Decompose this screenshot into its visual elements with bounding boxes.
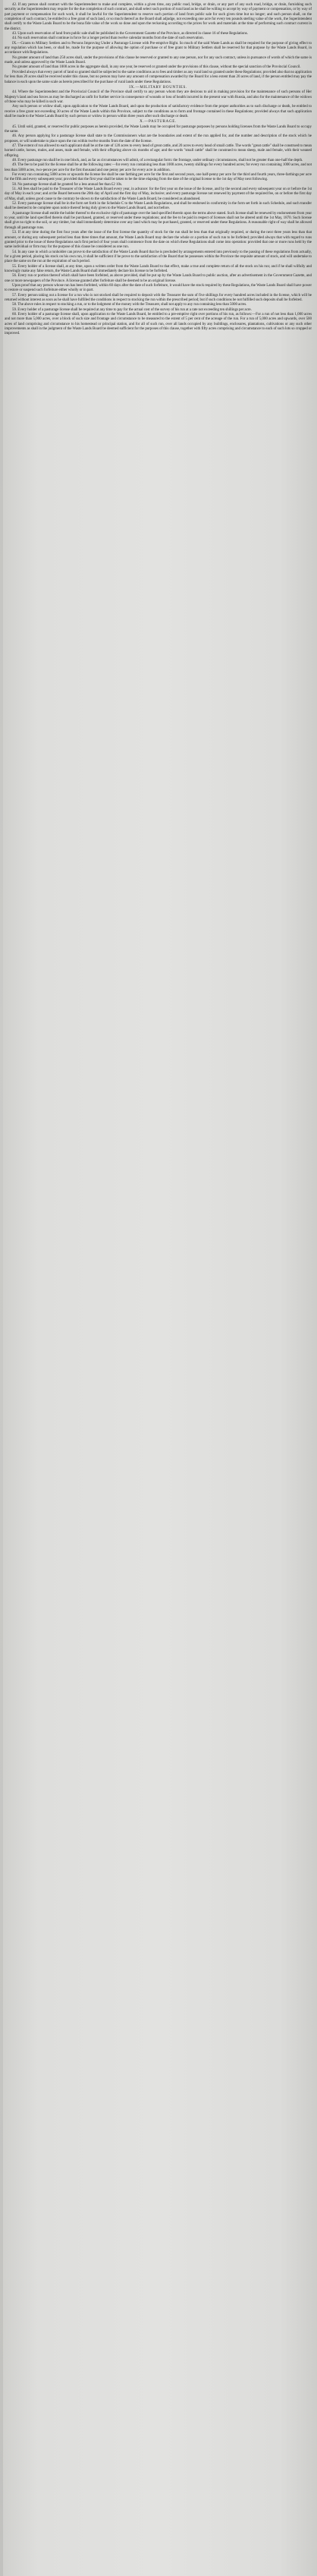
regulation-paragraph [5,187,312,201]
clause-text: No greater amount of land than 250 acres shall, under the provisions of this clause be reserved or granted to any one person, nor for any such contract, unless in pursuance of words of which the same is made, and unless approved by the Waste Lands Board. [5,55,312,65]
regulation-paragraph [5,293,312,303]
clause-number: 50. [12,181,17,187]
clause-text: Upon such reservation of land from public sale shall be published in the Government Gazette of the Province, as directed in clause 16 of these Regulations. [17,31,248,36]
regulation-paragraph [5,211,312,230]
clause-text: A pasturage license shall entitle the holder thereof to the exclusive right of pasturage over the land specified therein upon the terms above stated. Such license shall be renewed by endorsement from year to year, until the land specified therein shall be purchased, granted, or reserved under these regulations; and the fee to be paid in respect of licenses shall not be altered until the 1st May, 1870. Such license shall give no right to the soil, or any timber, but shall immediately determine over any land which may be purchased, granted, or reserved under these Regulations. A reasonable right of way shall be allowed through all pasturage runs. [5,210,312,230]
clause-text: Upon proof that any person whose run has been forfeited, within 60 days after the date of such forfeiture, it would have the stock required by these Regulations, the Waste Lands Board shall have power to restore or suspend such forfeiture either wholly or in part. [5,282,312,293]
clause-number: 55. [12,263,17,269]
clause-text: In any case in which a runholder can prove to the satisfaction of the Waste Lands Board that he is precluded by arrangements entered into previously to the passing of these regulations from actually, for a given period, placing his stock on his own run, it shall be sufficient if he prove to the satisfaction of the Board that he possesses within the Province the requisite amount of stock, and will undertake to place the same on the run at the expiration of such period. [5,249,312,264]
clause-number: 46. [12,134,17,139]
clause-text: Every run or portion thereof which shall have been forfeited, as above provided, shall be put up by the Waste Lands Board to public auction, after an advertisement in the Government Gazette, and one or more newspapers of the Province. A license granted after forfeiture shall be deemed to be an original license. [5,273,312,283]
regulation-paragraph [5,250,312,264]
regulation-paragraph [5,264,312,274]
clause-number: 49. [12,162,17,168]
clause-number: 57. [12,292,17,298]
clause-text: No pasturage license shall be granted for a less annual fee than £2 10s. [17,181,123,187]
clause-number: 54. [12,249,17,254]
clause-text: Any person applying for a pasturage license shall state to the Commissioners what are the boundaries and extent of the run applied for, and the number and description of the stock which he proposes, or will undertake to place upon the run within twelve months from the date of the license. [5,134,312,143]
clause-text: No greater amount of land than 1000 acres in the aggregate shall, in any one year, be reserved or granted under the provisions of this clause, without the special sanction of the Provincial Council. [12,65,301,70]
clause-number: 45. [12,124,17,129]
scan-edge-shadow [0,0,3,2576]
clause-text: Every holder of a pasturage license shall be required at any time to pay for the actual cost of the survey of his run at a rate not exceeding ten shillings per acre. [17,307,252,312]
clause-number: 48. [12,158,17,162]
clause-text: If any person shall contract with the Superintendent to make and complete, within a given time, any public road, bridge, or drain, or any part of any such road, bridge, or drain, furnishing such security as the Superintendent may require for the due completion of such contract, and shall select such portion of rural land as he shall be willing to accept by way of payment or compensation, or by way of part payment or compensation for such work, it shall be lawful for the Superintendent to reserve such portion of land from public sale for such given time but no longer; and such person shall, on the completion of such contract, be entitled to a free grant of such land, or so much thereof as the Board shall adjudge, not exceeding one acre for every ten pounds sterling value of the work, the Superintendent shall certify to the Waste Lands Board to be the bona fide value of the work so done and upon the reckoning according to the prices for work and materials at the time of performing such contract current in the district. [5,2,312,31]
section-heading: IX.—MILITARY BOUNTIES. [129,84,187,90]
regulation-paragraph [5,124,312,134]
regulation-paragraph [5,273,312,283]
clause-text: Every holder of a license shall, at any time, upon a written order from the Waste Lands Board to that effect, make a true and complete return of all the stock on his run; and if he shall wilfully and knowingly make any false return, the Waste Lands Board shall immediately declare his license to be forfeited. [5,263,312,273]
regulation-paragraph [5,2,312,31]
clause-text: Any such person or widow shall, upon application to the Waste Lands Board, and upon the production of satisfactory evidence from the proper authorities as to such discharge or death, be entitled to receive a free grant not exceeding 30 acres of the Waste Lands within this Province, subject to the conditions as to form and frontage contained in these Regulations; provided always that such application shall be made to the Waste Lands Board by such person or widow in person within three years after such discharge or death. [5,104,312,118]
clause-number: 44. [12,90,17,95]
clause-text: The fee to be paid for the license shall be at the following rates:—for every run containing less than 1000 acres, twenty shillings for every hundred acres; for every run containing 1000 acres, and not less than 5000 acres, two-pence per acre for the first thousand and one penny per acre for every acre in addition. [5,162,312,172]
regulation-paragraph [5,283,312,293]
clause-text: IX.—Grants to Military Settlers and to Persons Improving Under a Pasturage License with Pre-emptive Right. So much of the said Waste Lands as shall be required for the purpose of giving effect to any regulation which has been, or shall be, made for the purpose of allowing the option of purchase or of free grant to Military Settlers shall be reserved for that purpose by the Waste Lands Board, in accordance with Regulations. [5,40,312,55]
regulation-paragraph [5,312,312,336]
regulation-paragraph [5,201,312,211]
clause-text: The extent of run allowed to each applicant shall be at the rate of 120 acres to every head of great cattle, and 20 acres to every head of small cattle. The words "great cattle" shall be construed to mean horned cattle, horses, mules, and asses, male and female, with their offspring above six months of age; and the words "small cattle" shall be construed to mean sheep, male and female, with their weaned offspring. [5,143,312,158]
clause-text: For every run containing 5000 acres or upwards the license fee shall be one farthing per acre for the first and second years, one half-penny per acre for the third and fourth years, three-farthings per acre for the fifth and every subsequent year; provided that the first year shall be taken to be the time elapsing from the date of the original license to the 1st day of May next following. [5,172,312,182]
clause-text: All fees shall be paid to the Treasurer of the Waste Lands Board every year, in advance: for the first year on the issue of the license, and by the second and every subsequent year on or before the 1st day of May in each year; and at the Board between the 20th day of April and the first day of May, inclusive; and every pasturage license not renewed by payment of the required fee, on or before the first day of May, shall, unless good cause to the contrary be shown to the satisfaction of the Waste Lands Board, be considered as abandoned. [5,187,312,201]
clause-text: Where the Superintendent and the Provincial Council of the Province shall certify to any person whom they are desirous to aid in making provision for the maintenance of such persons of Her Majesty's land and sea forces as may be discharged as unfit for further service in consequence of wounds or loss of health incurred in the present war with Russia, and also for the maintenance of the widows of those who may be killed in such war. [5,90,312,104]
regulation-paragraph [5,104,312,118]
regulation-paragraph [5,41,312,55]
clause-text: Provided always that every parcel of land so granted shall be subjected to the same conditions as to fees and timber as any rural land so granted under these Regulations; provided also that no application for less than 20 acres shall be received under this clause, but no person may have any amount of compensation awarded by the Board for a less extent than 20 acres of land, if the person entitled may pay the balance in each upon the same scale as herein prescribed for the purchase of rural lands under these Regulations. [5,69,312,84]
regulation-paragraph [5,70,312,84]
clause-text: If at any time during the first four years after the issue of the first license the quantity of stock for the run shall be less than that originally required, or during the next three years less than that amount, or during any subsequent period less than three times that amount, the Waste Lands Board may declare the whole or a portion of such run to be forfeited; provided always that with regard to runs granted prior to the issue of these Regulations such first period of four years shall commence from the date on which these Regulations shall come into operation: provided that one or more runs held by the same individual or firm may for the purpose of this clause be considered as one run. [5,230,312,250]
regulations-text-column [5,2,312,336]
regulation-paragraph [5,90,312,104]
clause-number: 42. [12,2,17,7]
regulation-paragraph [5,162,312,172]
clause-text: No such reservation shall continue in force for a longer period than twelve calendar months from the date of such reservation. [17,36,204,41]
clause-number: 58. [12,302,17,307]
clause-number: 47. [12,143,17,148]
regulation-paragraph [5,143,312,158]
clause-text: Every pasturage license shall be in the form set forth in the Schedule C to the Waste Lands Regulations, and shall be endorsed in conformity in the form set forth in such Schedule, and such transfer shall be deemed to be complete upon notice thereof being duly given to the Waste Lands Board, and not before. [5,201,312,211]
clause-number: 53. [12,230,17,235]
clause-number: 60. [12,312,17,316]
clause-text: The above rules in respect to stocking a run, or to the lodgment of the money with the Treasurer, shall not apply to any run containing less than 5000 acres. [17,302,247,307]
regulation-paragraph [5,55,312,65]
clause-text: Until sold, granted, or reserved for public purposes as herein provided, the Waste Lands may be occupied for pasturage purposes by persons holding licenses from the Waste Lands Board to occupy the same. [5,124,312,134]
clause-number: 56. [12,273,17,279]
clause-number: 52. [12,201,17,206]
clause-number: 59. [12,307,17,312]
section-heading: X.—PASTURAGE. [140,119,177,124]
regulation-paragraph [5,230,312,249]
clause-text: Every holder of a pasturage license shall, upon application to the Waste Lands Board, be entitled to a pre-emptive right over portions of his run, as follows:—For a run of not less than 1,000 acres and not more than 5,000 acres, over a block of such size and frontage and circumstance to be measured to the extent of 5 per cent of the acreage of the run. For a run of 5,000 acres and upwards, over 500 acres of land comprising and circumstance to his homestead or principal station, and for all of such run, over all lands occupied by any buildings, enclosures, plantations, cultivations or any such other improvements as shall in the judgment of the Waste Lands Board be deemed sufficient for the purposes of this clause, together with fifty acres comprising and circumstance to each of such lots so cropped or improved. [5,312,312,336]
clause-text: Every pasturage run shall be in one block, and, as far as circumstances will admit, of a rectangular form: the frontage, under ordinary circumstances, shall not be greater than one-half the depth. [17,158,303,162]
regulation-paragraph [5,134,312,143]
clause-number: 43. [12,31,17,36]
clause-number: 44. [12,36,17,41]
clause-number: 51. [12,187,17,192]
regulation-paragraph [5,172,312,182]
clause-text: Every person taking out a license for a run who is not stocked shall be required to deposit with the Treasurer the sum of five shillings for every hundred acres included in the license, which will be returned without interest as soon as he shall have fulfilled the conditions in respect to stocking the run within the prescribed period; but if such conditions be not fulfilled such deposits shall be forfeited. [5,292,312,302]
